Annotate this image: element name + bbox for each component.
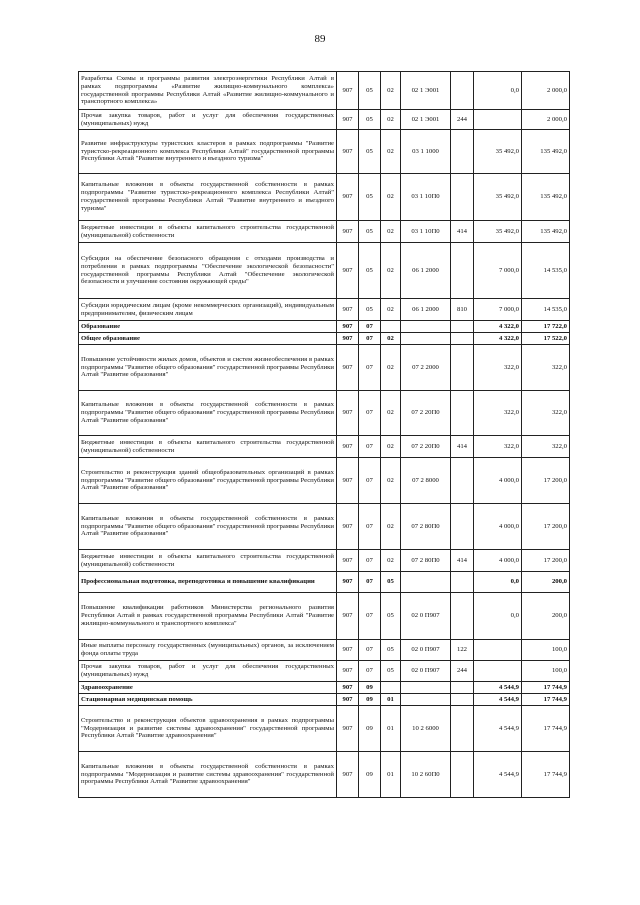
section-code: 07 bbox=[359, 321, 381, 333]
subsection-code: 05 bbox=[381, 661, 401, 682]
section-code: 05 bbox=[359, 174, 381, 221]
subsection-code: 01 bbox=[381, 752, 401, 798]
subsection-code: 02 bbox=[381, 221, 401, 243]
amount-year-2: 14 535,0 bbox=[522, 299, 570, 321]
table-row bbox=[79, 174, 570, 221]
row-name: Прочая закупка товаров, работ и услуг для обеспечения государственных (муниципальных) нужд bbox=[79, 110, 337, 130]
amount-year-1: 35 492,0 bbox=[474, 130, 522, 174]
expense-type bbox=[451, 174, 474, 221]
amount-year-1: 0,0 bbox=[474, 572, 522, 593]
row-name: Развитие инфраструктуры туристских кластеров в рамках подпрограммы "Развитие туристско-рекреационного комплекса Республики Алтай" государственной программы Республики Алтай "Развитие внутреннего и въездного туризма" bbox=[79, 130, 337, 174]
expense-type: 244 bbox=[451, 661, 474, 682]
target-article: 02 1 Э001 bbox=[401, 72, 451, 110]
section-code: 07 bbox=[359, 391, 381, 436]
section-code: 07 bbox=[359, 640, 381, 661]
row-name: Общее образование bbox=[79, 333, 337, 345]
target-article: 07 2 80П0 bbox=[401, 504, 451, 550]
section-code: 05 bbox=[359, 72, 381, 110]
row-name: Капитальные вложения в объекты государственной собственности в рамках подпрограммы "Развитие общего образования" государственной программы Республики Алтай "Развитие образования" bbox=[79, 391, 337, 436]
ministry-code: 907 bbox=[337, 458, 359, 504]
amount-year-1: 0,0 bbox=[474, 72, 522, 110]
amount-year-1: 322,0 bbox=[474, 345, 522, 391]
table-row bbox=[79, 391, 570, 436]
table-row bbox=[79, 694, 570, 706]
subsection-code: 05 bbox=[381, 572, 401, 593]
expense-type bbox=[451, 572, 474, 593]
ministry-code: 907 bbox=[337, 694, 359, 706]
ministry-code: 907 bbox=[337, 593, 359, 640]
section-code: 07 bbox=[359, 504, 381, 550]
subsection-code: 01 bbox=[381, 706, 401, 752]
ministry-code: 907 bbox=[337, 110, 359, 130]
target-article: 07 2 80П0 bbox=[401, 550, 451, 572]
amount-year-2: 135 492,0 bbox=[522, 221, 570, 243]
ministry-code: 907 bbox=[337, 130, 359, 174]
table-row bbox=[79, 504, 570, 550]
target-article: 02 0 П907 bbox=[401, 640, 451, 661]
section-code: 05 bbox=[359, 299, 381, 321]
amount-year-1: 7 000,0 bbox=[474, 299, 522, 321]
amount-year-2: 17 744,9 bbox=[522, 706, 570, 752]
subsection-code: 02 bbox=[381, 243, 401, 299]
amount-year-2: 322,0 bbox=[522, 436, 570, 458]
ministry-code: 907 bbox=[337, 321, 359, 333]
target-article: 03 1 10П0 bbox=[401, 174, 451, 221]
table-row bbox=[79, 593, 570, 640]
expense-type: 122 bbox=[451, 640, 474, 661]
expense-type bbox=[451, 706, 474, 752]
subsection-code: 02 bbox=[381, 436, 401, 458]
section-code: 07 bbox=[359, 458, 381, 504]
expense-type bbox=[451, 345, 474, 391]
section-code: 05 bbox=[359, 221, 381, 243]
row-name: Стационарная медицинская помощь bbox=[79, 694, 337, 706]
amount-year-1 bbox=[474, 110, 522, 130]
section-code: 05 bbox=[359, 130, 381, 174]
amount-year-1: 4 322,0 bbox=[474, 333, 522, 345]
amount-year-2: 100,0 bbox=[522, 640, 570, 661]
table-row bbox=[79, 458, 570, 504]
expense-type bbox=[451, 243, 474, 299]
section-code: 07 bbox=[359, 550, 381, 572]
amount-year-2: 17 200,0 bbox=[522, 458, 570, 504]
table-row bbox=[79, 661, 570, 682]
expense-type: 244 bbox=[451, 110, 474, 130]
subsection-code: 02 bbox=[381, 345, 401, 391]
table-row bbox=[79, 752, 570, 798]
amount-year-1: 35 492,0 bbox=[474, 174, 522, 221]
ministry-code: 907 bbox=[337, 640, 359, 661]
table-row bbox=[79, 243, 570, 299]
ministry-code: 907 bbox=[337, 436, 359, 458]
subsection-code bbox=[381, 682, 401, 694]
ministry-code: 907 bbox=[337, 391, 359, 436]
target-article: 02 0 П907 bbox=[401, 593, 451, 640]
ministry-code: 907 bbox=[337, 243, 359, 299]
amount-year-2: 17 744,9 bbox=[522, 694, 570, 706]
expense-type bbox=[451, 391, 474, 436]
amount-year-1: 322,0 bbox=[474, 391, 522, 436]
subsection-code: 05 bbox=[381, 640, 401, 661]
amount-year-2: 17 522,0 bbox=[522, 333, 570, 345]
amount-year-1 bbox=[474, 640, 522, 661]
target-article: 10 2 6000 bbox=[401, 706, 451, 752]
amount-year-1: 4 000,0 bbox=[474, 550, 522, 572]
ministry-code: 907 bbox=[337, 333, 359, 345]
subsection-code: 02 bbox=[381, 299, 401, 321]
ministry-code: 907 bbox=[337, 682, 359, 694]
table-row bbox=[79, 345, 570, 391]
ministry-code: 907 bbox=[337, 572, 359, 593]
row-name: Субсидии на обеспечение безопасного обращения с отходами производства и потребления в рамках подпрограммы "Обеспечение экологической безопасности" государственной программы Республики Алтай "Обеспечение экологической безопасности и улучшение состояния окружающей среды" bbox=[79, 243, 337, 299]
target-article bbox=[401, 682, 451, 694]
section-code: 05 bbox=[359, 110, 381, 130]
row-name: Бюджетные инвестиции в объекты капитального строительства государственной (муниципальной) собственности bbox=[79, 436, 337, 458]
amount-year-1: 35 492,0 bbox=[474, 221, 522, 243]
amount-year-2: 17 200,0 bbox=[522, 550, 570, 572]
section-code: 05 bbox=[359, 243, 381, 299]
expense-type bbox=[451, 694, 474, 706]
subsection-code: 02 bbox=[381, 72, 401, 110]
target-article: 07 2 20П0 bbox=[401, 436, 451, 458]
ministry-code: 907 bbox=[337, 661, 359, 682]
table-row bbox=[79, 110, 570, 130]
expense-type bbox=[451, 321, 474, 333]
table-row bbox=[79, 640, 570, 661]
amount-year-1: 4 544,9 bbox=[474, 706, 522, 752]
row-name: Иные выплаты персоналу государственных (муниципальных) органов, за исключением фонда оплаты труда bbox=[79, 640, 337, 661]
amount-year-2: 17 722,0 bbox=[522, 321, 570, 333]
row-name: Здравоохранение bbox=[79, 682, 337, 694]
ministry-code: 907 bbox=[337, 706, 359, 752]
target-article bbox=[401, 694, 451, 706]
subsection-code: 05 bbox=[381, 593, 401, 640]
target-article: 02 0 П907 bbox=[401, 661, 451, 682]
subsection-code: 02 bbox=[381, 458, 401, 504]
table-row bbox=[79, 221, 570, 243]
amount-year-1: 322,0 bbox=[474, 436, 522, 458]
amount-year-2: 200,0 bbox=[522, 572, 570, 593]
row-name: Капитальные вложения в объекты государственной собственности в рамках подпрограммы "Модернизация и развитие системы здравоохранения" государственной программы Республики Алтай "Развитие здравоохранения" bbox=[79, 752, 337, 798]
ministry-code: 907 bbox=[337, 72, 359, 110]
row-name: Повышение устойчивости жилых домов, объектов и систем жизнеобеспечения в рамках подпрограммы "Развитие общего образования" государственной программы Республики Алтай "Развитие образования" bbox=[79, 345, 337, 391]
section-code: 07 bbox=[359, 333, 381, 345]
amount-year-2: 2 000,0 bbox=[522, 72, 570, 110]
amount-year-1: 7 000,0 bbox=[474, 243, 522, 299]
row-name: Субсидии юридическим лицам (кроме некоммерческих организаций), индивидуальным предпринимателям, физическим лицам bbox=[79, 299, 337, 321]
ministry-code: 907 bbox=[337, 174, 359, 221]
section-code: 07 bbox=[359, 572, 381, 593]
ministry-code: 907 bbox=[337, 752, 359, 798]
subsection-code: 02 bbox=[381, 130, 401, 174]
row-name: Повышение квалификации работников Министерства регионального развития Республики Алтай в рамках государственной программы Республики Алтай "Развитие жилищно-коммунального и транспортного комплекса" bbox=[79, 593, 337, 640]
amount-year-1 bbox=[474, 661, 522, 682]
row-name: Бюджетные инвестиции в объекты капитального строительства государственной (муниципальной) собственности bbox=[79, 221, 337, 243]
section-code: 07 bbox=[359, 436, 381, 458]
subsection-code: 02 bbox=[381, 174, 401, 221]
expense-type bbox=[451, 504, 474, 550]
target-article: 10 2 60П0 bbox=[401, 752, 451, 798]
budget-table bbox=[78, 71, 570, 798]
target-article: 03 1 10П0 bbox=[401, 221, 451, 243]
subsection-code: 02 bbox=[381, 504, 401, 550]
target-article bbox=[401, 572, 451, 593]
budget-table-body bbox=[79, 72, 570, 798]
table-row bbox=[79, 706, 570, 752]
table-row bbox=[79, 550, 570, 572]
row-name: Разработка Схемы и программы развития электроэнергетики Республики Алтай в рамках подпрограммы «Развитие жилищно-коммунального комплекса» государственной программы Республики Алтай «Развитие жилищно-коммунального и транспортного комплекса» bbox=[79, 72, 337, 110]
ministry-code: 907 bbox=[337, 221, 359, 243]
amount-year-2: 200,0 bbox=[522, 593, 570, 640]
amount-year-2: 17 744,9 bbox=[522, 682, 570, 694]
amount-year-2: 322,0 bbox=[522, 391, 570, 436]
expense-type: 414 bbox=[451, 436, 474, 458]
expense-type: 414 bbox=[451, 550, 474, 572]
section-code: 09 bbox=[359, 682, 381, 694]
section-code: 09 bbox=[359, 694, 381, 706]
expense-type bbox=[451, 682, 474, 694]
subsection-code: 01 bbox=[381, 694, 401, 706]
ministry-code: 907 bbox=[337, 345, 359, 391]
section-code: 09 bbox=[359, 752, 381, 798]
subsection-code: 02 bbox=[381, 391, 401, 436]
ministry-code: 907 bbox=[337, 504, 359, 550]
amount-year-2: 100,0 bbox=[522, 661, 570, 682]
subsection-code: 02 bbox=[381, 110, 401, 130]
amount-year-2: 17 744,9 bbox=[522, 752, 570, 798]
subsection-code: 02 bbox=[381, 333, 401, 345]
amount-year-2: 322,0 bbox=[522, 345, 570, 391]
target-article bbox=[401, 333, 451, 345]
section-code: 09 bbox=[359, 706, 381, 752]
row-name: Капитальные вложения в объекты государственной собственности в рамках подпрограммы "Развитие туристско-рекреационного комплекса Республики Алтай" государственной программы Республики Алтай "Развитие внутреннего и въездного туризма" bbox=[79, 174, 337, 221]
table-row bbox=[79, 333, 570, 345]
target-article: 06 1 2000 bbox=[401, 243, 451, 299]
row-name: Строительство и реконструкция объектов здравоохранения в рамках подпрограммы "Модернизация и развитие системы здравоохранения" государственной программы Республики Алтай "Развитие здравоохранения" bbox=[79, 706, 337, 752]
expense-type: 810 bbox=[451, 299, 474, 321]
section-code: 07 bbox=[359, 593, 381, 640]
section-code: 07 bbox=[359, 345, 381, 391]
amount-year-1: 4 000,0 bbox=[474, 504, 522, 550]
row-name: Прочая закупка товаров, работ и услуг для обеспечения государственных (муниципальных) нужд bbox=[79, 661, 337, 682]
expense-type bbox=[451, 593, 474, 640]
table-row bbox=[79, 130, 570, 174]
amount-year-2: 14 535,0 bbox=[522, 243, 570, 299]
amount-year-2: 2 000,0 bbox=[522, 110, 570, 130]
row-name: Профессиональная подготовка, переподготовка и повышение квалификации bbox=[79, 572, 337, 593]
expense-type bbox=[451, 130, 474, 174]
table-row bbox=[79, 72, 570, 110]
page-number: 89 bbox=[314, 33, 326, 45]
row-name: Образование bbox=[79, 321, 337, 333]
target-article: 07 2 2000 bbox=[401, 345, 451, 391]
table-row bbox=[79, 299, 570, 321]
amount-year-2: 135 492,0 bbox=[522, 174, 570, 221]
target-article: 07 2 20П0 bbox=[401, 391, 451, 436]
target-article: 02 1 Э001 bbox=[401, 110, 451, 130]
ministry-code: 907 bbox=[337, 550, 359, 572]
amount-year-1: 4 544,9 bbox=[474, 682, 522, 694]
amount-year-1: 0,0 bbox=[474, 593, 522, 640]
row-name: Капитальные вложения в объекты государственной собственности в рамках подпрограммы "Развитие общего образования" государственной программы Республики Алтай "Развитие образования" bbox=[79, 504, 337, 550]
amount-year-1: 4 544,9 bbox=[474, 752, 522, 798]
amount-year-2: 17 200,0 bbox=[522, 504, 570, 550]
table-row bbox=[79, 321, 570, 333]
amount-year-2: 135 492,0 bbox=[522, 130, 570, 174]
expense-type bbox=[451, 458, 474, 504]
amount-year-1: 4 000,0 bbox=[474, 458, 522, 504]
subsection-code: 02 bbox=[381, 550, 401, 572]
amount-year-1: 4 322,0 bbox=[474, 321, 522, 333]
expense-type bbox=[451, 72, 474, 110]
subsection-code bbox=[381, 321, 401, 333]
expense-type: 414 bbox=[451, 221, 474, 243]
section-code: 07 bbox=[359, 661, 381, 682]
target-article: 07 2 8000 bbox=[401, 458, 451, 504]
expense-type bbox=[451, 333, 474, 345]
expense-type bbox=[451, 752, 474, 798]
amount-year-1: 4 544,9 bbox=[474, 694, 522, 706]
target-article: 03 1 1000 bbox=[401, 130, 451, 174]
table-row bbox=[79, 682, 570, 694]
ministry-code: 907 bbox=[337, 299, 359, 321]
target-article: 06 1 2000 bbox=[401, 299, 451, 321]
table-row bbox=[79, 436, 570, 458]
target-article bbox=[401, 321, 451, 333]
row-name: Бюджетные инвестиции в объекты капитального строительства государственной (муниципальной) собственности bbox=[79, 550, 337, 572]
table-row bbox=[79, 572, 570, 593]
row-name: Строительство и реконструкция зданий общеобразовательных организаций в рамках подпрограммы "Развитие общего образования" государственной программы Республики Алтай "Развитие образования" bbox=[79, 458, 337, 504]
